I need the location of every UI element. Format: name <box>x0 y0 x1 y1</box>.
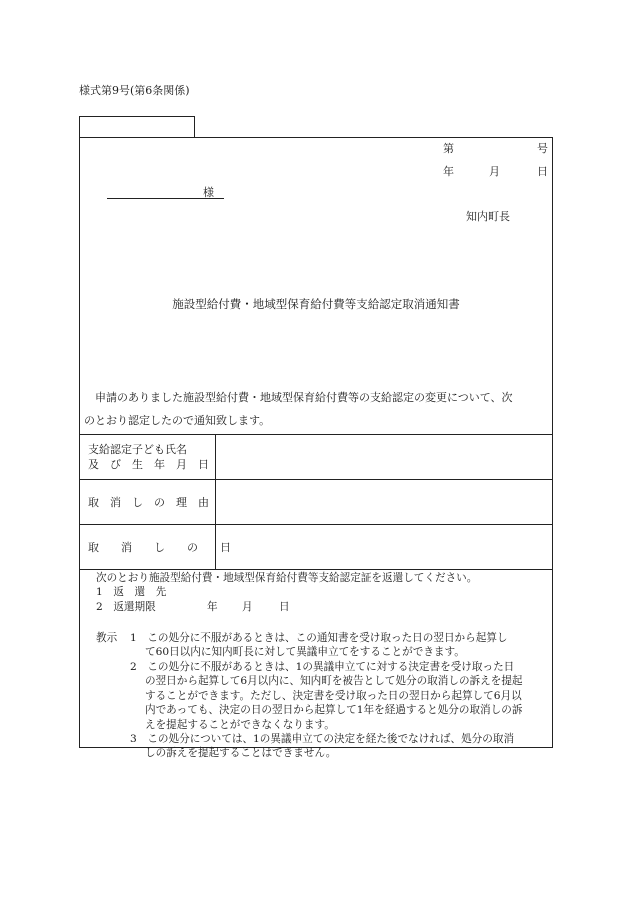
reception-stamp-box <box>79 116 195 138</box>
child-name-field[interactable] <box>216 435 552 479</box>
date-year: 年 <box>443 165 454 178</box>
return-deadline-label: 2 返還期限 <box>96 601 156 613</box>
instruction-2-line-4: 内であっても、決定の日の翌日から起算して1年を経過すると処分の取消しの訴 <box>145 704 523 716</box>
instruction-3-line-1: 3 この処分については、1の異議申立ての決定を経た後でなければ、処分の取消 <box>130 733 515 745</box>
number-prefix: 第 <box>443 142 454 155</box>
body-line-2: のとおり認定したので通知致します。 <box>84 414 271 427</box>
return-deadline-year: 年 <box>207 601 218 613</box>
addressee-underline <box>107 198 224 199</box>
table-bottom-border <box>79 569 553 570</box>
row-label-child-name: 支給認定子ども氏名 及 び 生 年 月 日 <box>88 443 209 471</box>
return-deadline-month: 月 <box>242 601 253 613</box>
issuer: 知内町長 <box>466 210 510 223</box>
return-destination: 1 返 還 先 <box>96 586 167 598</box>
instruction-3-line-2: しの訴えを提起することはできません。 <box>145 747 337 759</box>
cancel-date-field[interactable] <box>216 525 552 569</box>
instruction-2-line-3: することができます。ただし、決定書を受け取った日の翌日から起算して6月以 <box>145 690 522 702</box>
body-line-1: 申請のありました施設型給付費・地域型保育給付費等の支給認定の変更について、次 <box>95 391 513 404</box>
reason-field[interactable] <box>216 480 552 524</box>
instruction-1-line-2: て60日以内に知内町長に対して異議申立てをすることができます。 <box>145 646 465 658</box>
number-suffix: 号 <box>537 142 548 155</box>
form-number-label: 様式第9号(第6条関係) <box>79 84 190 97</box>
row-label-cancel-date: 取 消 し の 日 <box>88 541 231 554</box>
body-text <box>84 386 550 432</box>
instruction-1-line-1: 1 この処分に不服があるときは、この通知書を受け取った日の翌日から起算し <box>130 632 508 644</box>
row-label-reason: 取 消 し の 理 由 <box>88 496 209 509</box>
instruction-2-line-1: 2 この処分に不服があるときは、1の異議申立てに対する決定書を受け取った日 <box>130 661 515 673</box>
instructions-heading: 教示 <box>96 632 118 644</box>
instruction-2-line-5: えを提起することができなくなります。 <box>145 719 335 731</box>
date-month: 月 <box>489 165 500 178</box>
return-notice-intro: 次のとおり施設型給付費・地域型保育給付費等支給認定証を返還してください。 <box>96 572 478 584</box>
return-deadline-day: 日 <box>279 601 290 613</box>
instruction-2-line-2: の翌日から起算して6月以内に、知内町を被告として処分の取消しの訴えを提起 <box>145 675 523 687</box>
addressee-suffix: 様 <box>203 186 214 199</box>
document-title: 施設型給付費・地域型保育給付費等支給認定取消通知書 <box>172 297 460 311</box>
date-day: 日 <box>537 165 548 178</box>
